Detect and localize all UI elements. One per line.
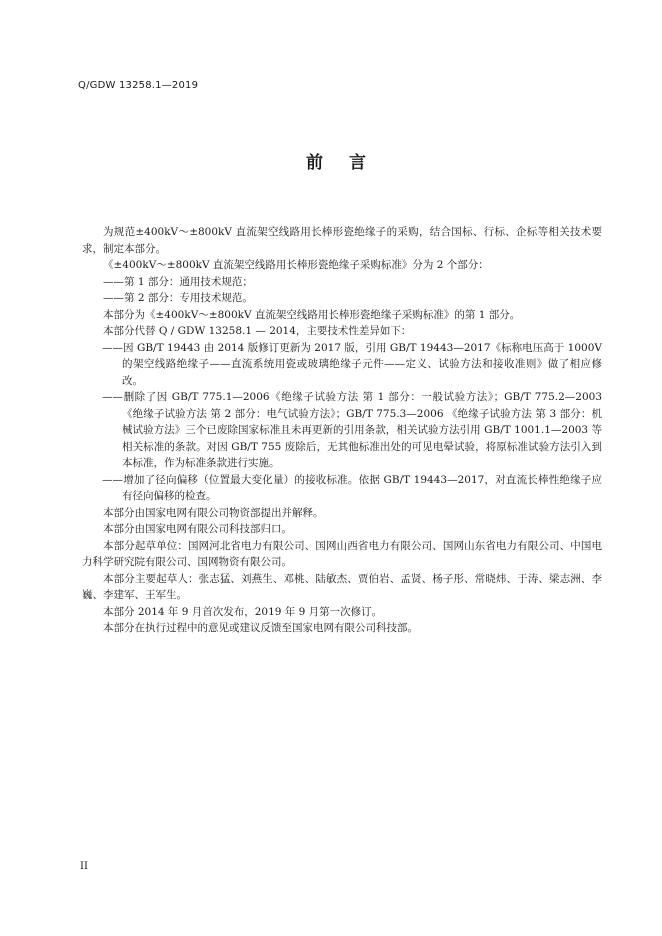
paragraph-feedback: 本部分在执行过程中的意见或建议反馈至国家电网有限公司科技部。 [103, 622, 418, 634]
foreword-body [82, 224, 602, 637]
list-item-change-1: ——因 GB/T 19443 由 2014 版修订更新为 2017 版，引用 GB/T 19443—2017《标称电压高于 1000V 的架空线路绝缘子——直流系统用瓷或玻璃绝缘子元件——定义、试验方法和接收准则》做了相应修改。 [102, 341, 602, 387]
list-item-change-2: ——删除了因 GB/T 775.1—2006《绝缘子试验方法 第 1 部分：一般试验方法》；GB/T 775.2—2003 《绝缘子试验方法 第 2 部分：电气试验方法》；GB/T 775.3—2006 《绝缘子试验方法 第 3 部分：机械试验方法》三个已废除国家标准且未再更新的引用条款，相关试验方法引用 GB/T 1001.1—2003 等相关标准的条款。对因 GB/T 755 废除后，无其他标准出处的可见电晕试验，将原标准试验方法引入到本标准，作为标准条款进行实施。 [102, 391, 602, 469]
paragraph-drafting-units: 本部分起草单位：国网河北省电力有限公司、国网山西省电力有限公司、国网山东省电力有限公司、中国电力科学研究院有限公司、国网物资有限公司。 [82, 539, 602, 568]
paragraph-replaces: 本部分代替 Q / GDW 13258.1 — 2014，主要技术性差异如下： [103, 325, 412, 337]
list-item-change-3: ——增加了径向偏移（位置最大变化量）的接收标准。依据 GB/T 19443—2017，对直流长棒性绝缘子应有径向偏移的检查。 [102, 473, 602, 502]
paragraph-structure: 《±400kV～±800kV 直流架空线路用长棒形瓷绝缘子采购标准》分为 2 个部分： [103, 259, 489, 271]
paragraph-centralized-by: 本部分由国家电网有限公司科技部归口。 [103, 523, 292, 535]
paragraph-release-history: 本部分 2014 年 9 月首次发布，2019 年 9 月第一次修订。 [103, 605, 383, 618]
page-number: II [80, 861, 88, 872]
paragraph-this-part: 本部分为《±400kV～±800kV 直流架空线路用长棒形瓷绝缘子采购标准》的第 1 部分。 [103, 308, 521, 321]
document-code: Q/GDW 13258.1—2019 [78, 80, 199, 91]
page-title: 前 言 [306, 153, 376, 173]
list-item-part-2: ——第 2 部分：专用技术规范。 [103, 292, 253, 304]
list-item-part-1: ——第 1 部分：通用技术规范； [103, 275, 253, 288]
paragraph-proposed-by: 本部分由国家电网有限公司物资部提出并解释。 [103, 506, 324, 519]
paragraph-drafters: 本部分主要起草人：张志猛、刘燕生、邓桃、陆敏杰、贾伯岩、孟贤、杨子彤、常晓炜、于涛、梁志洲、李巍、李建军、王军生。 [82, 572, 602, 601]
paragraph-purpose: 为规范±400kV～±800kV 直流架空线路用长棒形瓷绝缘子的采购，结合国标、行标、企标等相关技术要求，制定本部分。 [82, 226, 602, 255]
